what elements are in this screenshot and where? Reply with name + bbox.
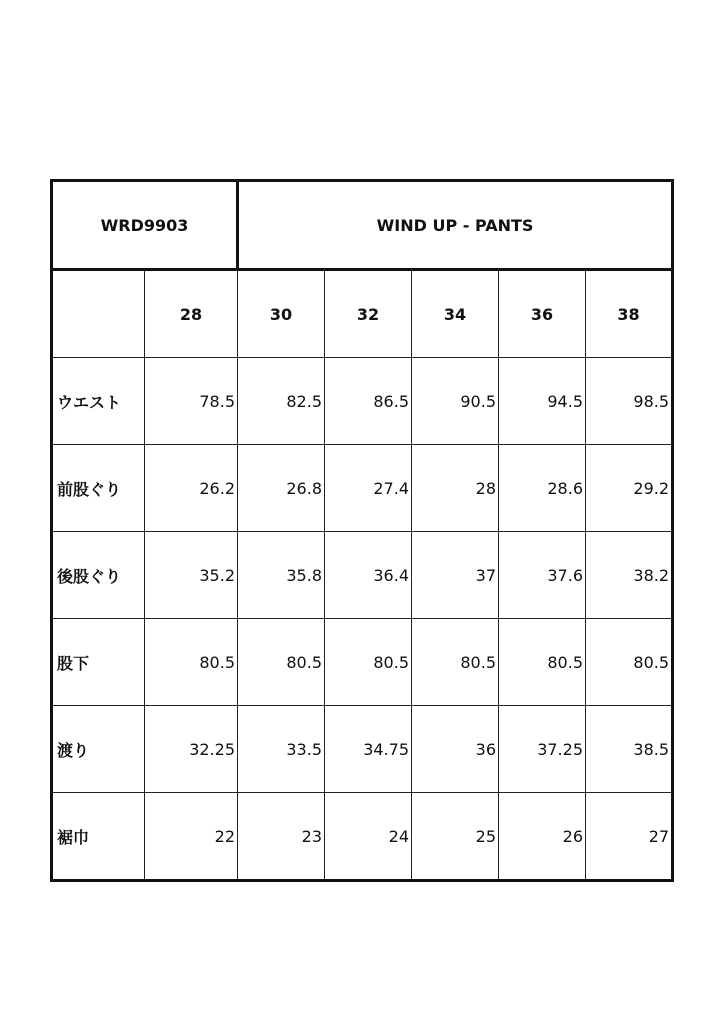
table-row (52, 793, 673, 881)
table-row (52, 532, 673, 619)
table-cell: 36.4 (325, 532, 412, 619)
table-cell: 27 (586, 793, 673, 881)
table-cell: 29.2 (586, 445, 673, 532)
table-cell: 28 (412, 445, 499, 532)
table-cell: 80.5 (499, 619, 586, 706)
table-cell: 98.5 (586, 358, 673, 445)
row-label-hem-width: 裾巾 (52, 793, 145, 881)
row-label-back-rise: 後股ぐり (52, 532, 145, 619)
row-label-thigh: 渡り (52, 706, 145, 793)
table-cell: 78.5 (145, 358, 238, 445)
table-cell: 94.5 (499, 358, 586, 445)
table-cell: 80.5 (325, 619, 412, 706)
table-row (52, 619, 673, 706)
table-cell: 38.5 (586, 706, 673, 793)
header-row (52, 181, 673, 270)
table-cell: 82.5 (238, 358, 325, 445)
table-cell: 80.5 (412, 619, 499, 706)
table-cell: 35.2 (145, 532, 238, 619)
table-cell: 23 (238, 793, 325, 881)
table-cell: 37 (412, 532, 499, 619)
size-header: 38 (586, 270, 673, 358)
size-header: 28 (145, 270, 238, 358)
table-cell: 90.5 (412, 358, 499, 445)
row-label-front-rise: 前股ぐり (52, 445, 145, 532)
row-label-waist: ウエスト (52, 358, 145, 445)
table-cell: 36 (412, 706, 499, 793)
table-cell: 37.25 (499, 706, 586, 793)
table-cell: 25 (412, 793, 499, 881)
table-cell: 24 (325, 793, 412, 881)
table-cell: 80.5 (238, 619, 325, 706)
table-cell: 26.8 (238, 445, 325, 532)
table-cell: 26.2 (145, 445, 238, 532)
table-cell: 80.5 (586, 619, 673, 706)
table-cell: 37.6 (499, 532, 586, 619)
corner-cell (52, 270, 145, 358)
row-label-inseam: 股下 (52, 619, 145, 706)
table-row (52, 445, 673, 532)
size-header: 34 (412, 270, 499, 358)
table-cell: 86.5 (325, 358, 412, 445)
table-cell: 27.4 (325, 445, 412, 532)
table-cell: 32.25 (145, 706, 238, 793)
size-header: 36 (499, 270, 586, 358)
table-row (52, 358, 673, 445)
table-cell: 33.5 (238, 706, 325, 793)
table-row (52, 706, 673, 793)
table-cell: 22 (145, 793, 238, 881)
model-code: WRD9903 (52, 181, 238, 270)
table-cell: 35.8 (238, 532, 325, 619)
table-cell: 34.75 (325, 706, 412, 793)
size-header: 30 (238, 270, 325, 358)
table-cell: 28.6 (499, 445, 586, 532)
size-header-row (52, 270, 673, 358)
size-header: 32 (325, 270, 412, 358)
size-chart-table (50, 179, 674, 882)
table-cell: 26 (499, 793, 586, 881)
table-cell: 80.5 (145, 619, 238, 706)
table-cell: 38.2 (586, 532, 673, 619)
product-name: WIND UP - PANTS (238, 181, 673, 270)
